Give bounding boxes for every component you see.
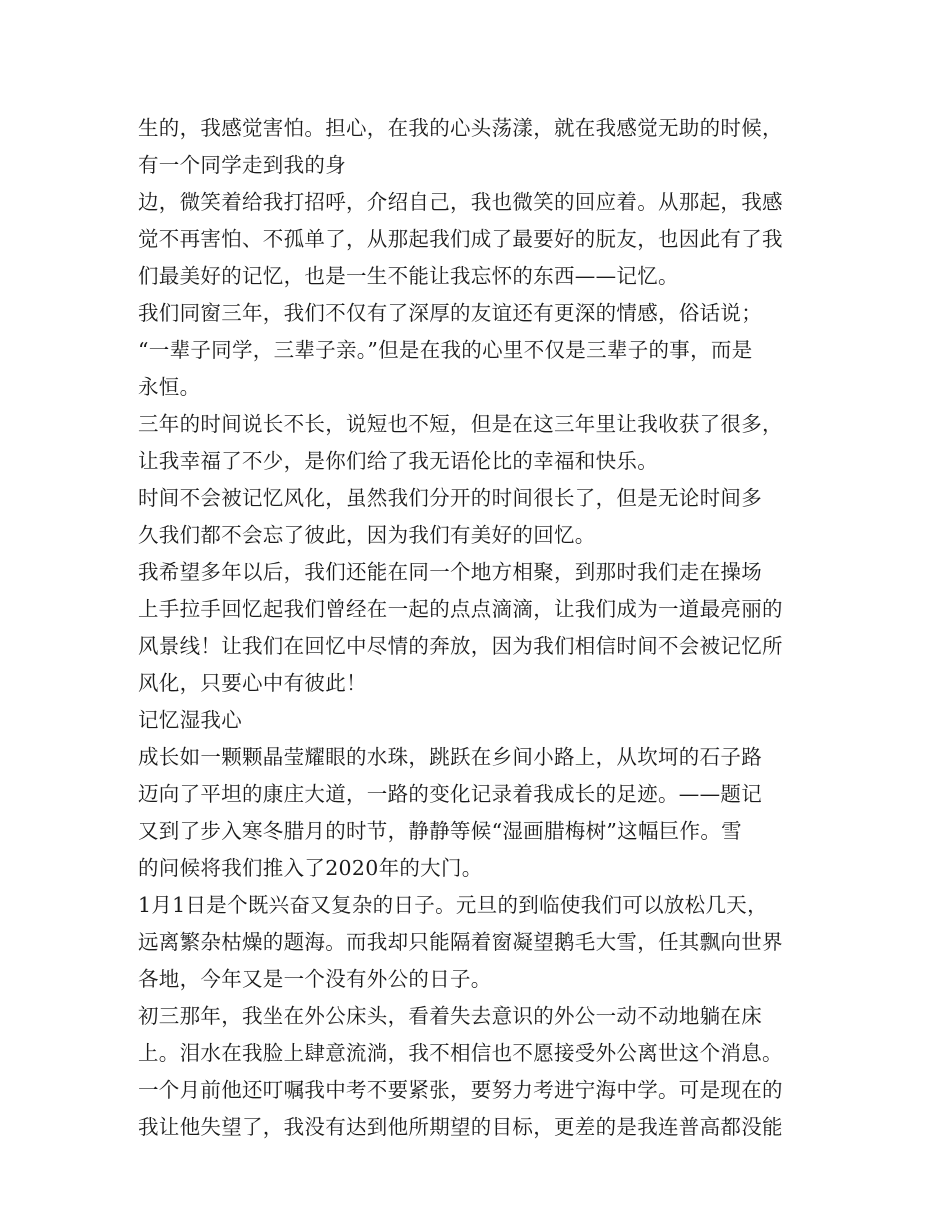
text-line: 1月1日是个既兴奋又复杂的日子。元旦的到临使我们可以放松几天， [138, 893, 768, 917]
text-line: 让我幸福了不少，是你们给了我无语伦比的幸福和快乐。 [138, 449, 658, 473]
text-line: 风化，只要心中有彼此！ [138, 671, 367, 695]
text-line: 时间不会被记忆风化，虽然我们分开的时间很长了，但是无论时间多 [138, 486, 762, 510]
text-line: 初三那年，我坐在外公床头，看着失去意识的外公一动不动地躺在床 [138, 1004, 762, 1028]
section-heading: 记忆湿我心 [138, 708, 242, 732]
text-line: 上。泪水在我脸上肆意流淌，我不相信也不愿接受外公离世这个消息。 [138, 1041, 783, 1065]
text-line: 成长如一颗颗晶莹耀眼的水珠，跳跃在乡间小路上，从坎坷的石子路 [138, 745, 762, 769]
text-line: 风景线！让我们在回忆中尽情的奔放，因为我们相信时间不会被记忆所 [138, 634, 783, 658]
text-line: 各地，今年又是一个没有外公的日子。 [138, 967, 492, 991]
text-line: 永恒。 [138, 375, 201, 399]
text-line: 我们同窗三年，我们不仅有了深厚的友谊还有更深的情感，俗话说； [138, 301, 762, 325]
text-line: 一个月前他还叮嘱我中考不要紧张，要努力考进宁海中学。可是现在的 [138, 1078, 783, 1102]
text-line: 我希望多年以后，我们还能在同一个地方相聚，到那时我们走在操场 [138, 560, 762, 584]
text-line: 觉不再害怕、不孤单了，从那起我们成了最要好的朊友，也因此有了我 [138, 227, 783, 251]
text-line: 有一个同学走到我的身 [138, 153, 346, 177]
text-line: 久我们都不会忘了彼此，因为我们有美好的回忆。 [138, 523, 596, 547]
text-line: 又到了步入寒冬腊月的时节，静静等候“湿画腊梅树”这幅巨作。雪 [138, 819, 742, 843]
text-line: 边，微笑着给我打招呼，介绍自己，我也微笑的回应着。从那起，我感 [138, 190, 783, 214]
text-line: 的问候将我们推入了2020年的大门。 [138, 856, 483, 880]
text-line: “一辈子同学，三辈子亲。”但是在我的心里不仅是三辈子的事，而是 [138, 338, 753, 362]
text-line: 们最美好的记忆，也是一生不能让我忘怀的东西——记忆。 [138, 264, 679, 288]
text-line: 我让他失望了，我没有达到他所期望的目标，更差的是我连普高都没能 [138, 1115, 783, 1139]
text-line: 生的，我感觉害怕。担心，在我的心头荡漾，就在我感觉无助的时候， [138, 116, 783, 140]
text-line: 三年的时间说长不长，说短也不短，但是在这三年里让我收获了很多， [138, 412, 783, 436]
text-line: 远离繁杂枯燥的题海。而我却只能隔着窗凝望鹅毛大雪，任其飘向世界 [138, 930, 783, 954]
text-line: 上手拉手回忆起我们曾经在一起的点点滴滴，让我们成为一道最亮丽的 [138, 597, 783, 621]
text-line: 迈向了平坦的康庄大道，一路的变化记录着我成长的足迹。——题记 [138, 782, 762, 806]
